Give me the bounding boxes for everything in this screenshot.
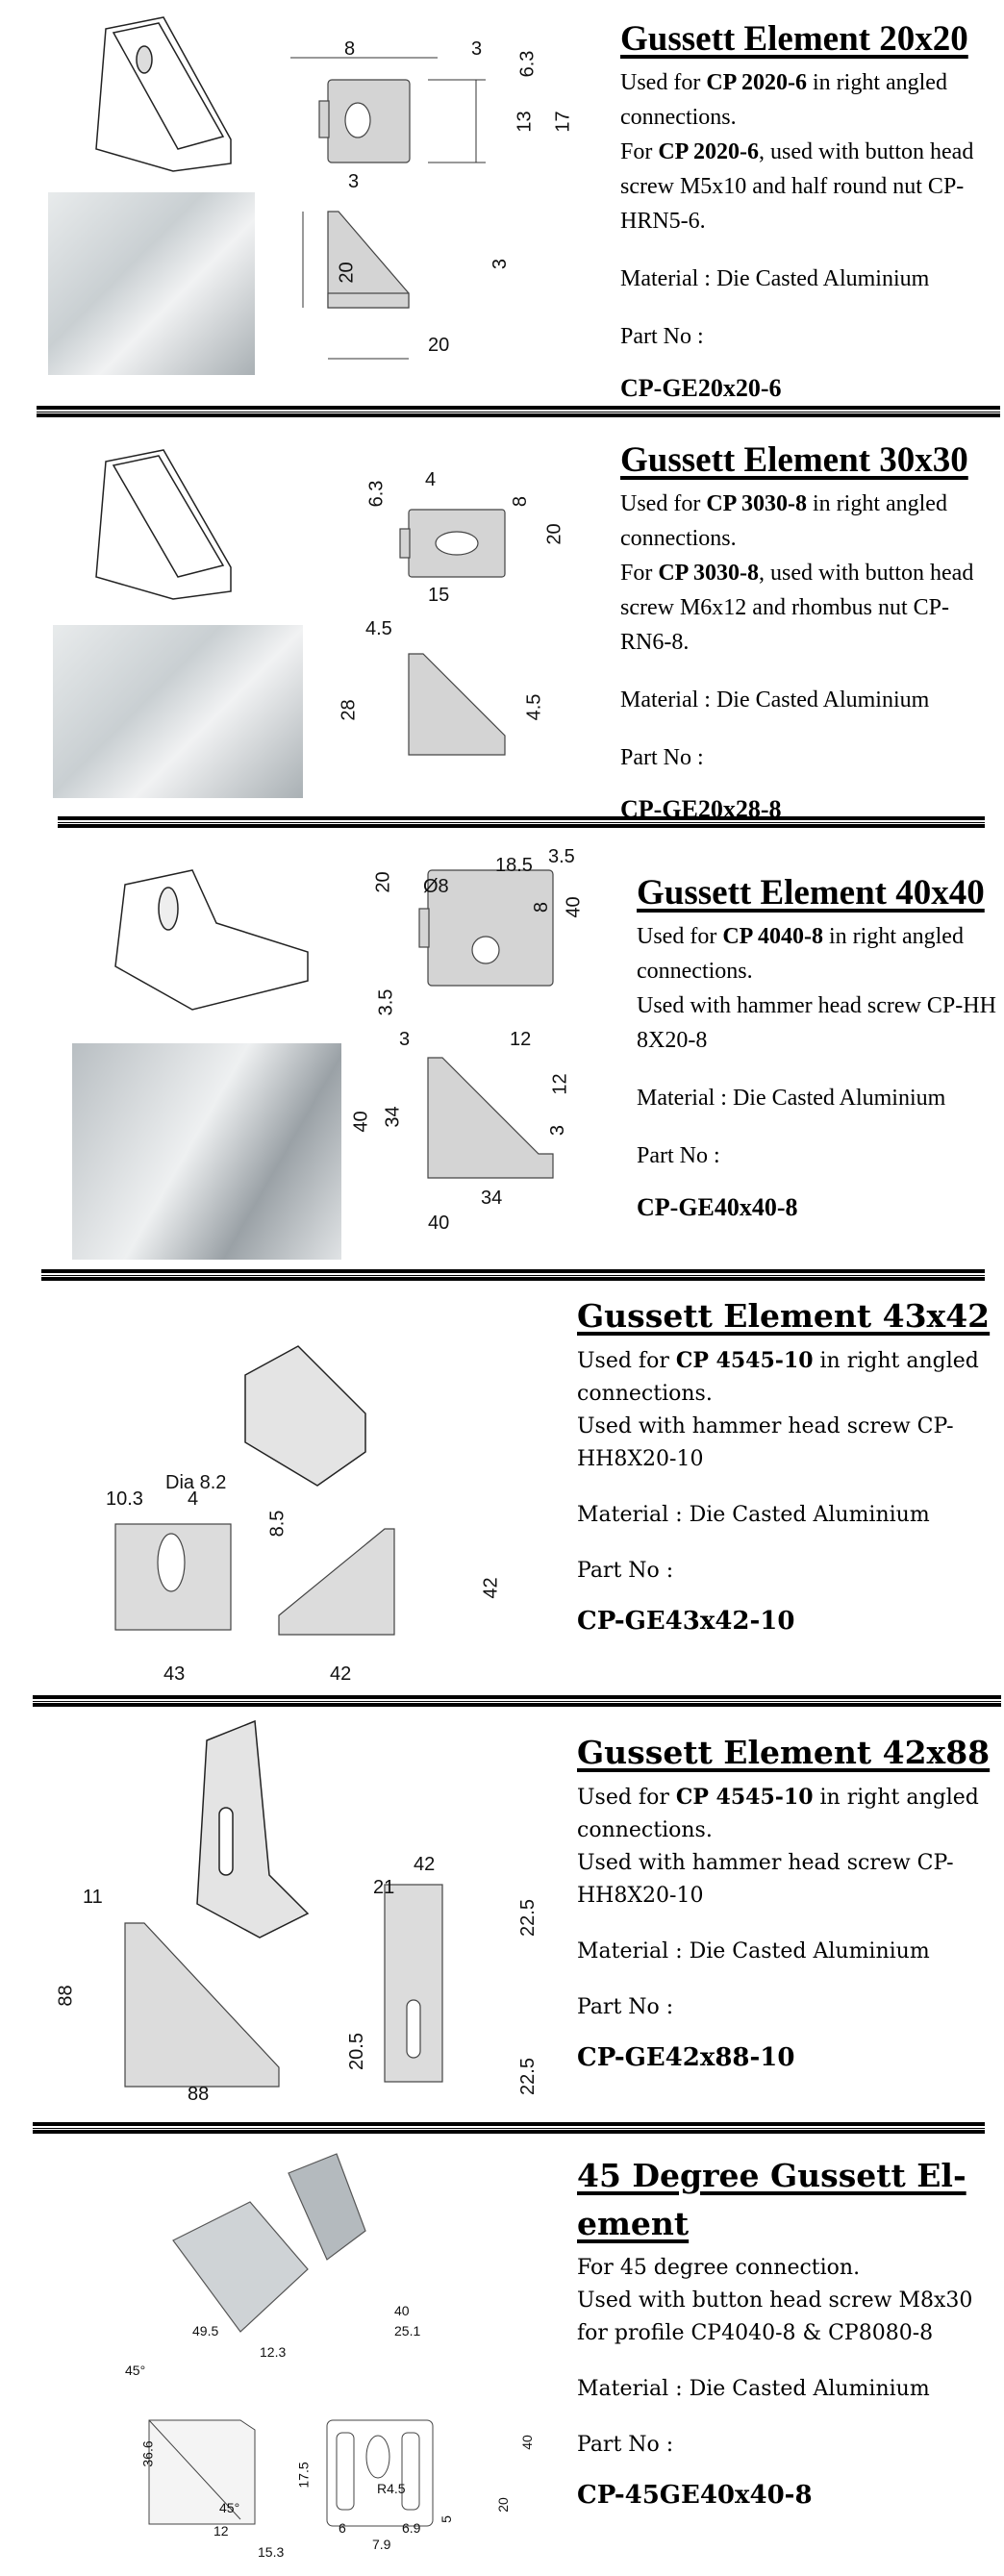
dimension-label: 12 [213,2523,229,2538]
dimension-label: 20 [543,523,565,545]
part-number: CP-GE20x20-6 [620,374,782,402]
dimension-label: 3 [489,258,512,270]
dimension-label: 20 [372,871,394,893]
material-line: Material : Die Casted Aluminium [577,2377,930,2401]
dimension-label: 4.5 [523,693,545,721]
product-title: Gussett Element 43x42 [577,1297,991,1335]
dimension-label: 40 [428,1213,450,1234]
dimension-label: 6.3 [516,50,539,78]
dimension-label: 20 [428,335,450,356]
dimension-label: 5 [438,2515,454,2523]
fastener-line: Used with hammer head screw CP-HH8X20-10 [577,1851,954,1908]
dimension-label: 6.3 [365,480,388,508]
dimension-label: 12 [549,1073,571,1095]
dimension-label: 88 [188,2084,210,2105]
dimension-label: 15 [428,585,450,606]
dimension-label: 12 [510,1029,532,1050]
part-number: CP-GE40x40-8 [637,1193,798,1221]
dimension-label: 8 [344,38,356,60]
usage-line: Used for CP 4040-8 in right angled connections. [637,924,964,984]
dimension-label: 22.5 [516,1899,539,1937]
dimension-label: 3 [471,38,483,60]
dimension-label: 88 [55,1985,77,2007]
dimension-label: 11 [83,1887,103,1908]
dimension-label: Ø8 [423,876,449,897]
dimension-label: 28 [338,699,360,721]
part-number: CP-GE42x88-10 [577,2043,795,2072]
usage-line: For 45 degree connection. [577,2256,861,2280]
dimension-label: 40 [563,896,585,918]
dimension-label: 34 [481,1188,503,1209]
material-line: Material : Die Casted Aluminium [637,1086,946,1111]
usage-line: Used for CP 2020-6 in right angled connections. [620,70,947,130]
dimension-label: 45° [219,2500,240,2515]
material-line: Material : Die Casted Aluminium [577,1939,930,1963]
material-line: Material : Die Casted Aluminium [577,1503,930,1527]
part-label: Part No : [620,745,704,770]
product-title: Gussett Element 20x20 [620,19,968,59]
dimension-label: 34 [382,1106,404,1128]
dimension-label: 18.5 [495,855,533,876]
fastener-line: For CP 2020-6, used with button head screw M5x10 and half round nut CP-HRN5-6. [620,139,974,234]
dimension-label: 3.5 [375,988,397,1016]
dimension-label: 13 [514,111,536,133]
dimension-label: 17 [552,111,574,133]
dimension-label: 40 [518,2435,535,2450]
fastener-line: Used with hammer head screw CP-HH8X20-10 [577,1414,954,1471]
product-title: 45 Degree Gussett El-ement [577,2157,966,2242]
fastener-line: For CP 3030-8, used with button head screw M6x12 and rhombus nut CP-RN6-8. [620,561,974,655]
dimension-label: 43 [163,1663,186,1685]
dimension-label: 25.1 [394,2323,421,2338]
dimension-label: 36.6 [139,2440,156,2467]
dimension-label: 7.9 [372,2537,391,2552]
part-label: Part No : [577,1995,674,2019]
dimension-label: 4 [188,1488,199,1510]
dimension-label: 8.5 [266,1510,289,1538]
part-number: CP-GE20x28-8 [620,795,782,823]
fastener-line: Used with button head screw M8x30 for profile CP4040-8 & CP8080-8 [577,2288,973,2345]
dimension-label: 8 [531,901,553,913]
dimension-label: 4 [425,469,437,490]
dimension-label: 45° [125,2363,146,2378]
dimension-label: Dia 8.2 [165,1472,227,1493]
fastener-line: Used with hammer head screw CP-HH 8X20-8 [637,993,996,1053]
dimension-label: 42 [414,1854,436,1875]
part-label: Part No : [577,2433,674,2457]
dimension-label: 3.5 [548,846,575,867]
dimension-label: 22.5 [516,2058,539,2095]
dimension-label: 6.9 [402,2520,421,2536]
usage-line: Used for CP 3030-8 in right angled connections. [620,491,947,551]
dimension-label: 40 [350,1111,372,1133]
material-line: Material : Die Casted Aluminium [620,266,930,291]
dimension-label: 40 [394,2303,410,2318]
usage-line: Used for CP 4545-10 in right angled connections. [577,1348,979,1406]
dimension-label: 8 [510,495,532,508]
part-label: Part No : [577,1559,674,1583]
dimension-label: 12.3 [260,2344,287,2360]
dimension-label: 3 [399,1029,411,1050]
part-number: CP-GE43x42-10 [577,1607,795,1636]
product-title: Gussett Element 30x30 [620,440,968,480]
dimension-label: 3 [348,171,360,192]
dimension-label: 15.3 [258,2544,285,2560]
part-number: CP-45GE40x40-8 [577,2481,813,2510]
dimension-label: 20 [336,262,358,284]
dimension-label: 20 [494,2497,511,2513]
dimension-label: 17.5 [295,2462,312,2488]
dimension-label: 49.5 [192,2323,219,2338]
product-title: Gussett Element 40x40 [637,873,985,913]
dimension-label: 4.5 [365,618,392,639]
usage-line: Used for CP 4545-10 in right angled connections. [577,1785,979,1842]
material-line: Material : Die Casted Aluminium [620,688,930,713]
dimension-label: 20.5 [345,2033,367,2070]
product-title: Gussett Element 42x88 [577,1734,991,1771]
dimension-label: 6 [339,2520,346,2536]
dimension-label: 21 [373,1877,395,1898]
dimension-label: 3 [547,1124,569,1137]
product-description [577,2152,981,2512]
dimension-label: R4.5 [377,2481,406,2496]
dimension-label: 42 [480,1577,502,1599]
dimension-label: 10.3 [106,1488,143,1510]
part-label: Part No : [637,1143,720,1168]
part-label: Part No : [620,324,704,349]
dimension-label: 42 [330,1663,352,1685]
